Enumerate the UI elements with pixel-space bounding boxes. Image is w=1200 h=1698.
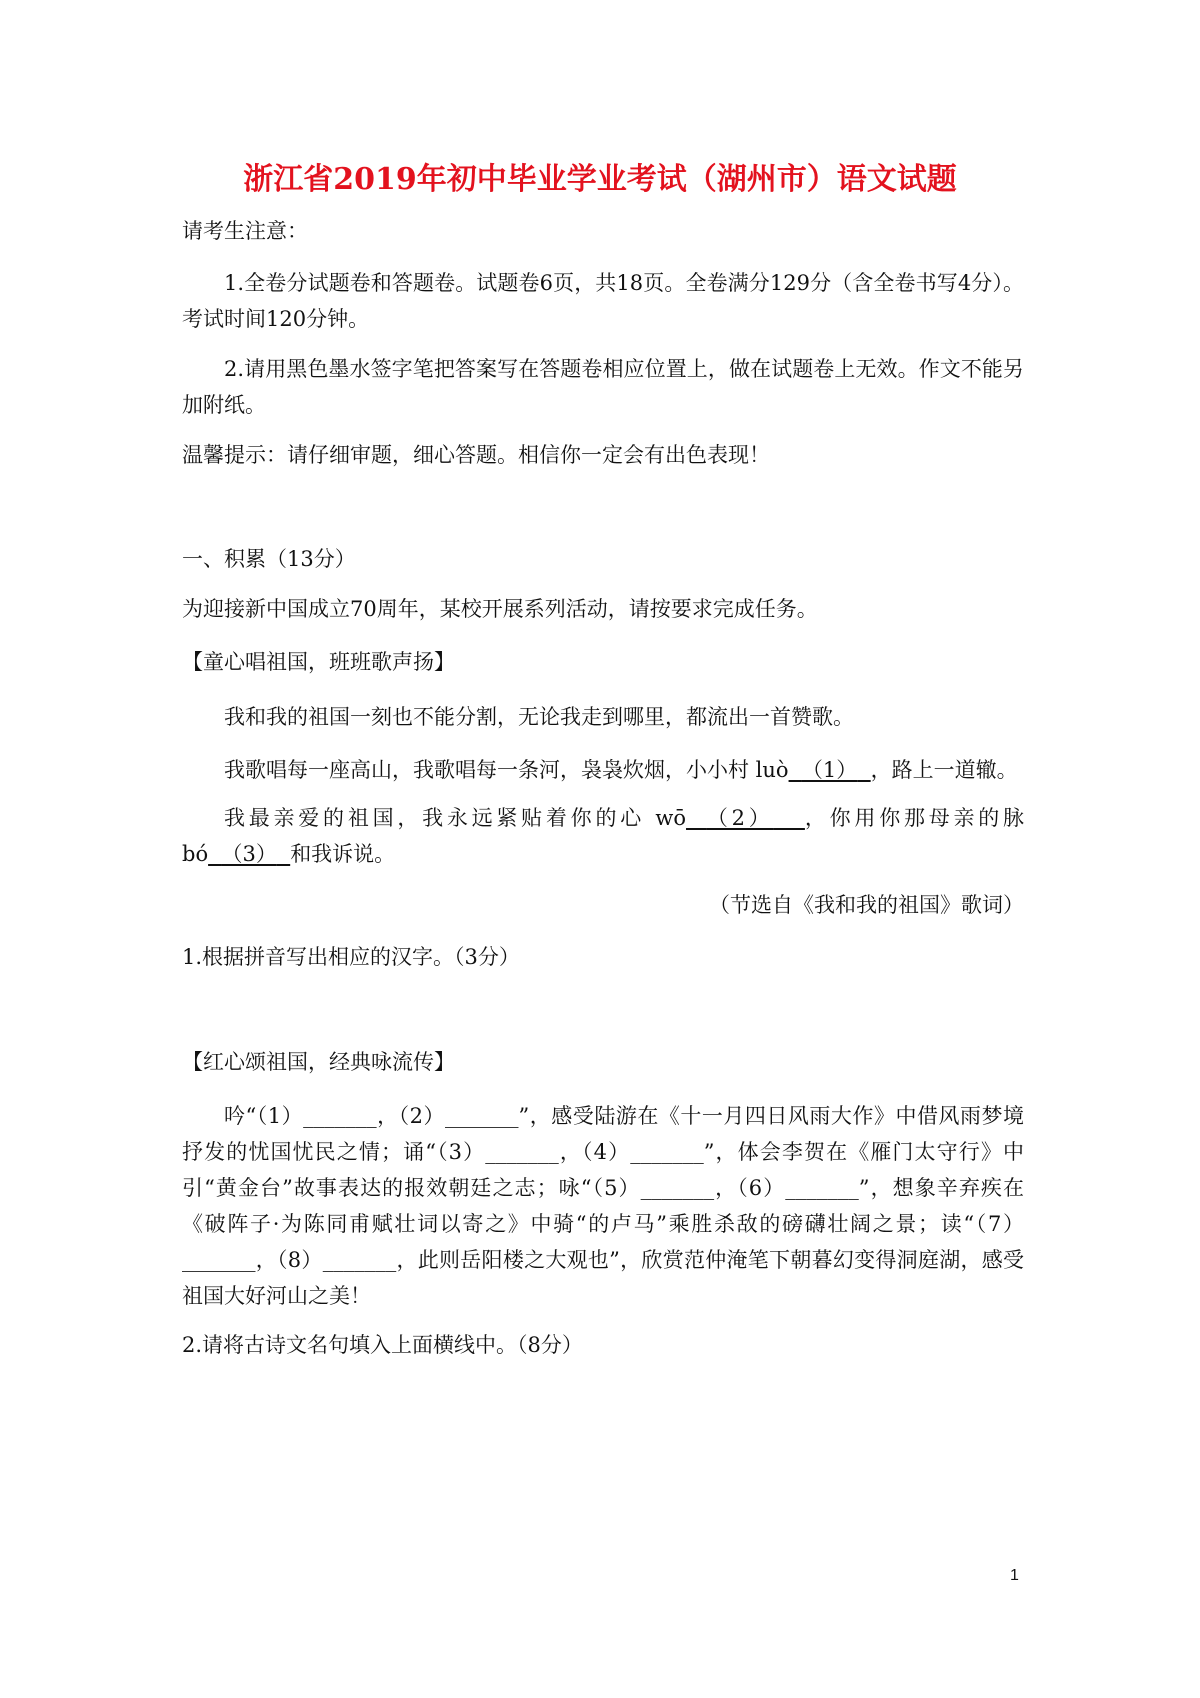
lyric-para-1: 我和我的祖国一刻也不能分割，无论我走到哪里，都流出一首赞歌。 (224, 705, 854, 729)
poetry-passage: 吟“（1）_______，（2）_______”，感受陆游在《十一月四日风雨大作》中借风雨梦境抒发的忧国忧民之情；诵“（3）_______，（4）_______”，体会李贺在《雁门太守行》中引“黄金台”故事表达的报效朝廷之志；咏“（5）_______，（6）_______”，想象辛弃疾在《破阵子·为陈同甫赋壮词以寄之》中骑“的卢马”乘胜杀敌的磅礴壮阔之景；读“（7）_______，（8）_______，此则岳阳楼之大观也”，欣赏范仲淹笔下朝暮幻变得洞庭湖，感受祖国大好河山之美！ (182, 1104, 1024, 1308)
page-title: 浙江省2019年初中毕业学业考试（湖州市）语文试题 (243, 162, 957, 197)
lyric-source: （节选自《我和我的祖国》歌词） (709, 893, 1024, 917)
warm-tip: 温馨提示：请仔细审题，细心答题。相信你一定会有出色表现！ (182, 443, 770, 467)
blank-3: （3） (221, 842, 277, 866)
notice-heading: 请考生注意： (182, 219, 308, 243)
notice-item-2: 2.请用黑色墨水签字笔把答案写在答题卷相应位置上，做在试题卷上无效。作文不能另加附纸。 (182, 357, 1024, 417)
page-number: 1 (1010, 1567, 1019, 1584)
section-heading: 一、积累（13分） (182, 547, 356, 571)
notice-item-1: 1.全卷分试题卷和答题卷。试题卷6页，共18页。全卷满分129分（含全卷书写4分）。考试时间120分钟。 (182, 271, 1024, 331)
lyric-para-3 (182, 800, 1024, 872)
question-1: 1.根据拼音写出相应的汉字。（3分） (182, 945, 520, 969)
lyric-para-2 (182, 758, 1022, 782)
lyric-text: ，路上一道辙。 (870, 758, 1018, 782)
lyric-text: ，你用你那母亲的脉 bó (182, 806, 1025, 866)
lyric-text: 和我诉说。 (290, 842, 396, 866)
lyric-text: 我最亲爱的祖国，我永远紧贴着你的心 wō (224, 806, 687, 830)
activity-heading-1: 【童心唱祖国，班班歌声扬】 (182, 650, 455, 674)
activity-heading-2: 【红心颂祖国，经典咏流传】 (182, 1050, 455, 1074)
blank-2: （2） (706, 806, 774, 830)
question-2: 2.请将古诗文名句填入上面横线中。（8分） (182, 1333, 583, 1357)
section-intro: 为迎接新中国成立70周年，某校开展系列活动，请按要求完成任务。 (182, 597, 818, 621)
blank-1: （1） (801, 758, 858, 782)
lyric-text: 我歌唱每一座高山，我歌唱每一条河，袅袅炊烟，小小村 luò (224, 758, 789, 782)
